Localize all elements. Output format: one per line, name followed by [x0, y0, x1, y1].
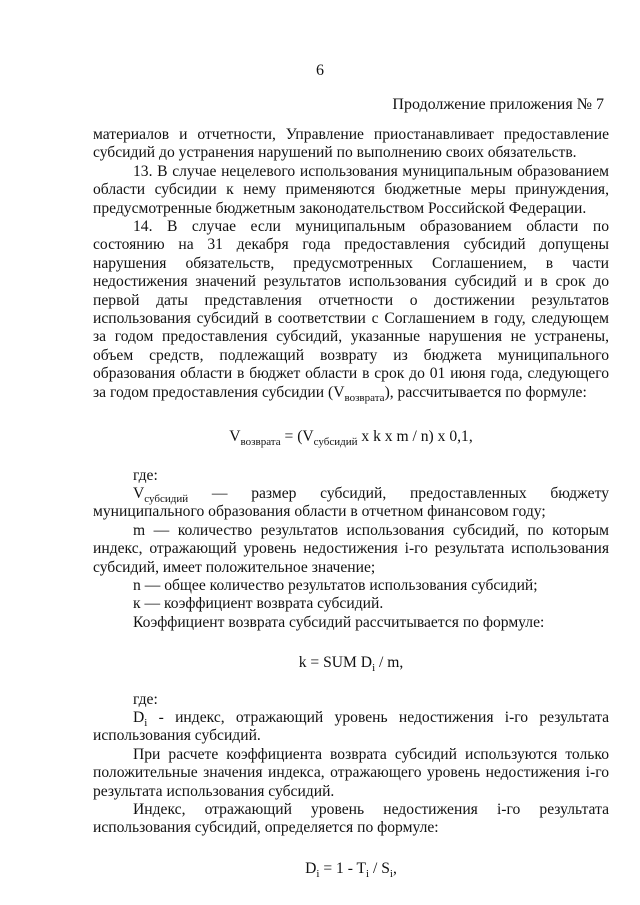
paragraph-calculation: При расчете коэффициента возврата субсидий используются только положительные значения индекса, отражающего уровень недостижения i-го результата использования субсидий. — [93, 745, 609, 800]
formula-return-volume: $V_{возврата} = (V_{субсидий}$ x k x m / n) x 0,1, — [229, 428, 473, 449]
paragraph-continuation: материалов и отчетности, Управление приостанавливает предоставление субсидий до устранения нарушений по выполнению своих обязательств. — [93, 126, 609, 162]
paragraph-14-subscript: возврата — [344, 391, 385, 404]
paragraph-14 — [93, 218, 609, 402]
definition-d: $D_i$ - индекс, отражающий уровень недостижения i-го результата использования субсидий. — [93, 708, 609, 745]
paragraph-14-end: ), рассчитывается по формуле: — [384, 383, 587, 401]
paragraph-14-text: 14. В случае если муниципальным образованием области по состоянию на 31 декабря года предоставления субсидий допущены нарушения обязательств, предусмотренных Соглашением, в части недостижения значений результатов использования субсидий и в срок до первой даты представления отчетности о достижении результатов использования субсидий в соответствии с Соглашением в году, следующем за годом предоставления субсидий, указанные нарушения не устранены, объем средств, подлежащий возврату из бюджета муниципального образования области в бюджет области в срок до 01 июня года, следующего за годом предоставления субсидии (V — [93, 218, 609, 401]
document-body — [93, 126, 609, 878]
formula-index: $D_i = 1 - T_i / S_i$, — [305, 859, 397, 880]
paragraph-index: Индекс, отражающий уровень недостижения i-го результата использования субсидий, определяется по формуле: — [93, 801, 609, 837]
formula-coefficient: k = SUM $D_i$ / m, — [298, 654, 404, 675]
page-number: 6 — [316, 62, 324, 79]
where-label-2: где: — [133, 690, 158, 708]
coefficient-intro: Коэффициент возврата субсидий рассчитывается по формуле: — [133, 613, 545, 631]
paragraph-13: 13. В случае нецелевого использования муниципальным образованием области субсидии к нему применяются бюджетные меры принуждения, предусмотренные бюджетным законодательством Российской Федерации. — [93, 162, 609, 217]
definition-m: m — количество результатов использования субсидий, по которым индекс, отражающий уровень недостижения i-го результата использования субсидий, имеет положительное значение; — [93, 521, 609, 576]
where-label-1: где: — [133, 466, 158, 484]
definition-k: к — коэффициент возврата субсидий. — [133, 595, 384, 613]
definition-n: n — общее количество результатов использования субсидий; — [133, 576, 538, 594]
appendix-header: Продолжение приложения № 7 — [392, 96, 604, 113]
definition-v-subsidies: $V_{субсидий}$ — размер субсидий, предоставленных бюджету муниципального образования области в отчетном финансовом году; — [93, 484, 609, 521]
